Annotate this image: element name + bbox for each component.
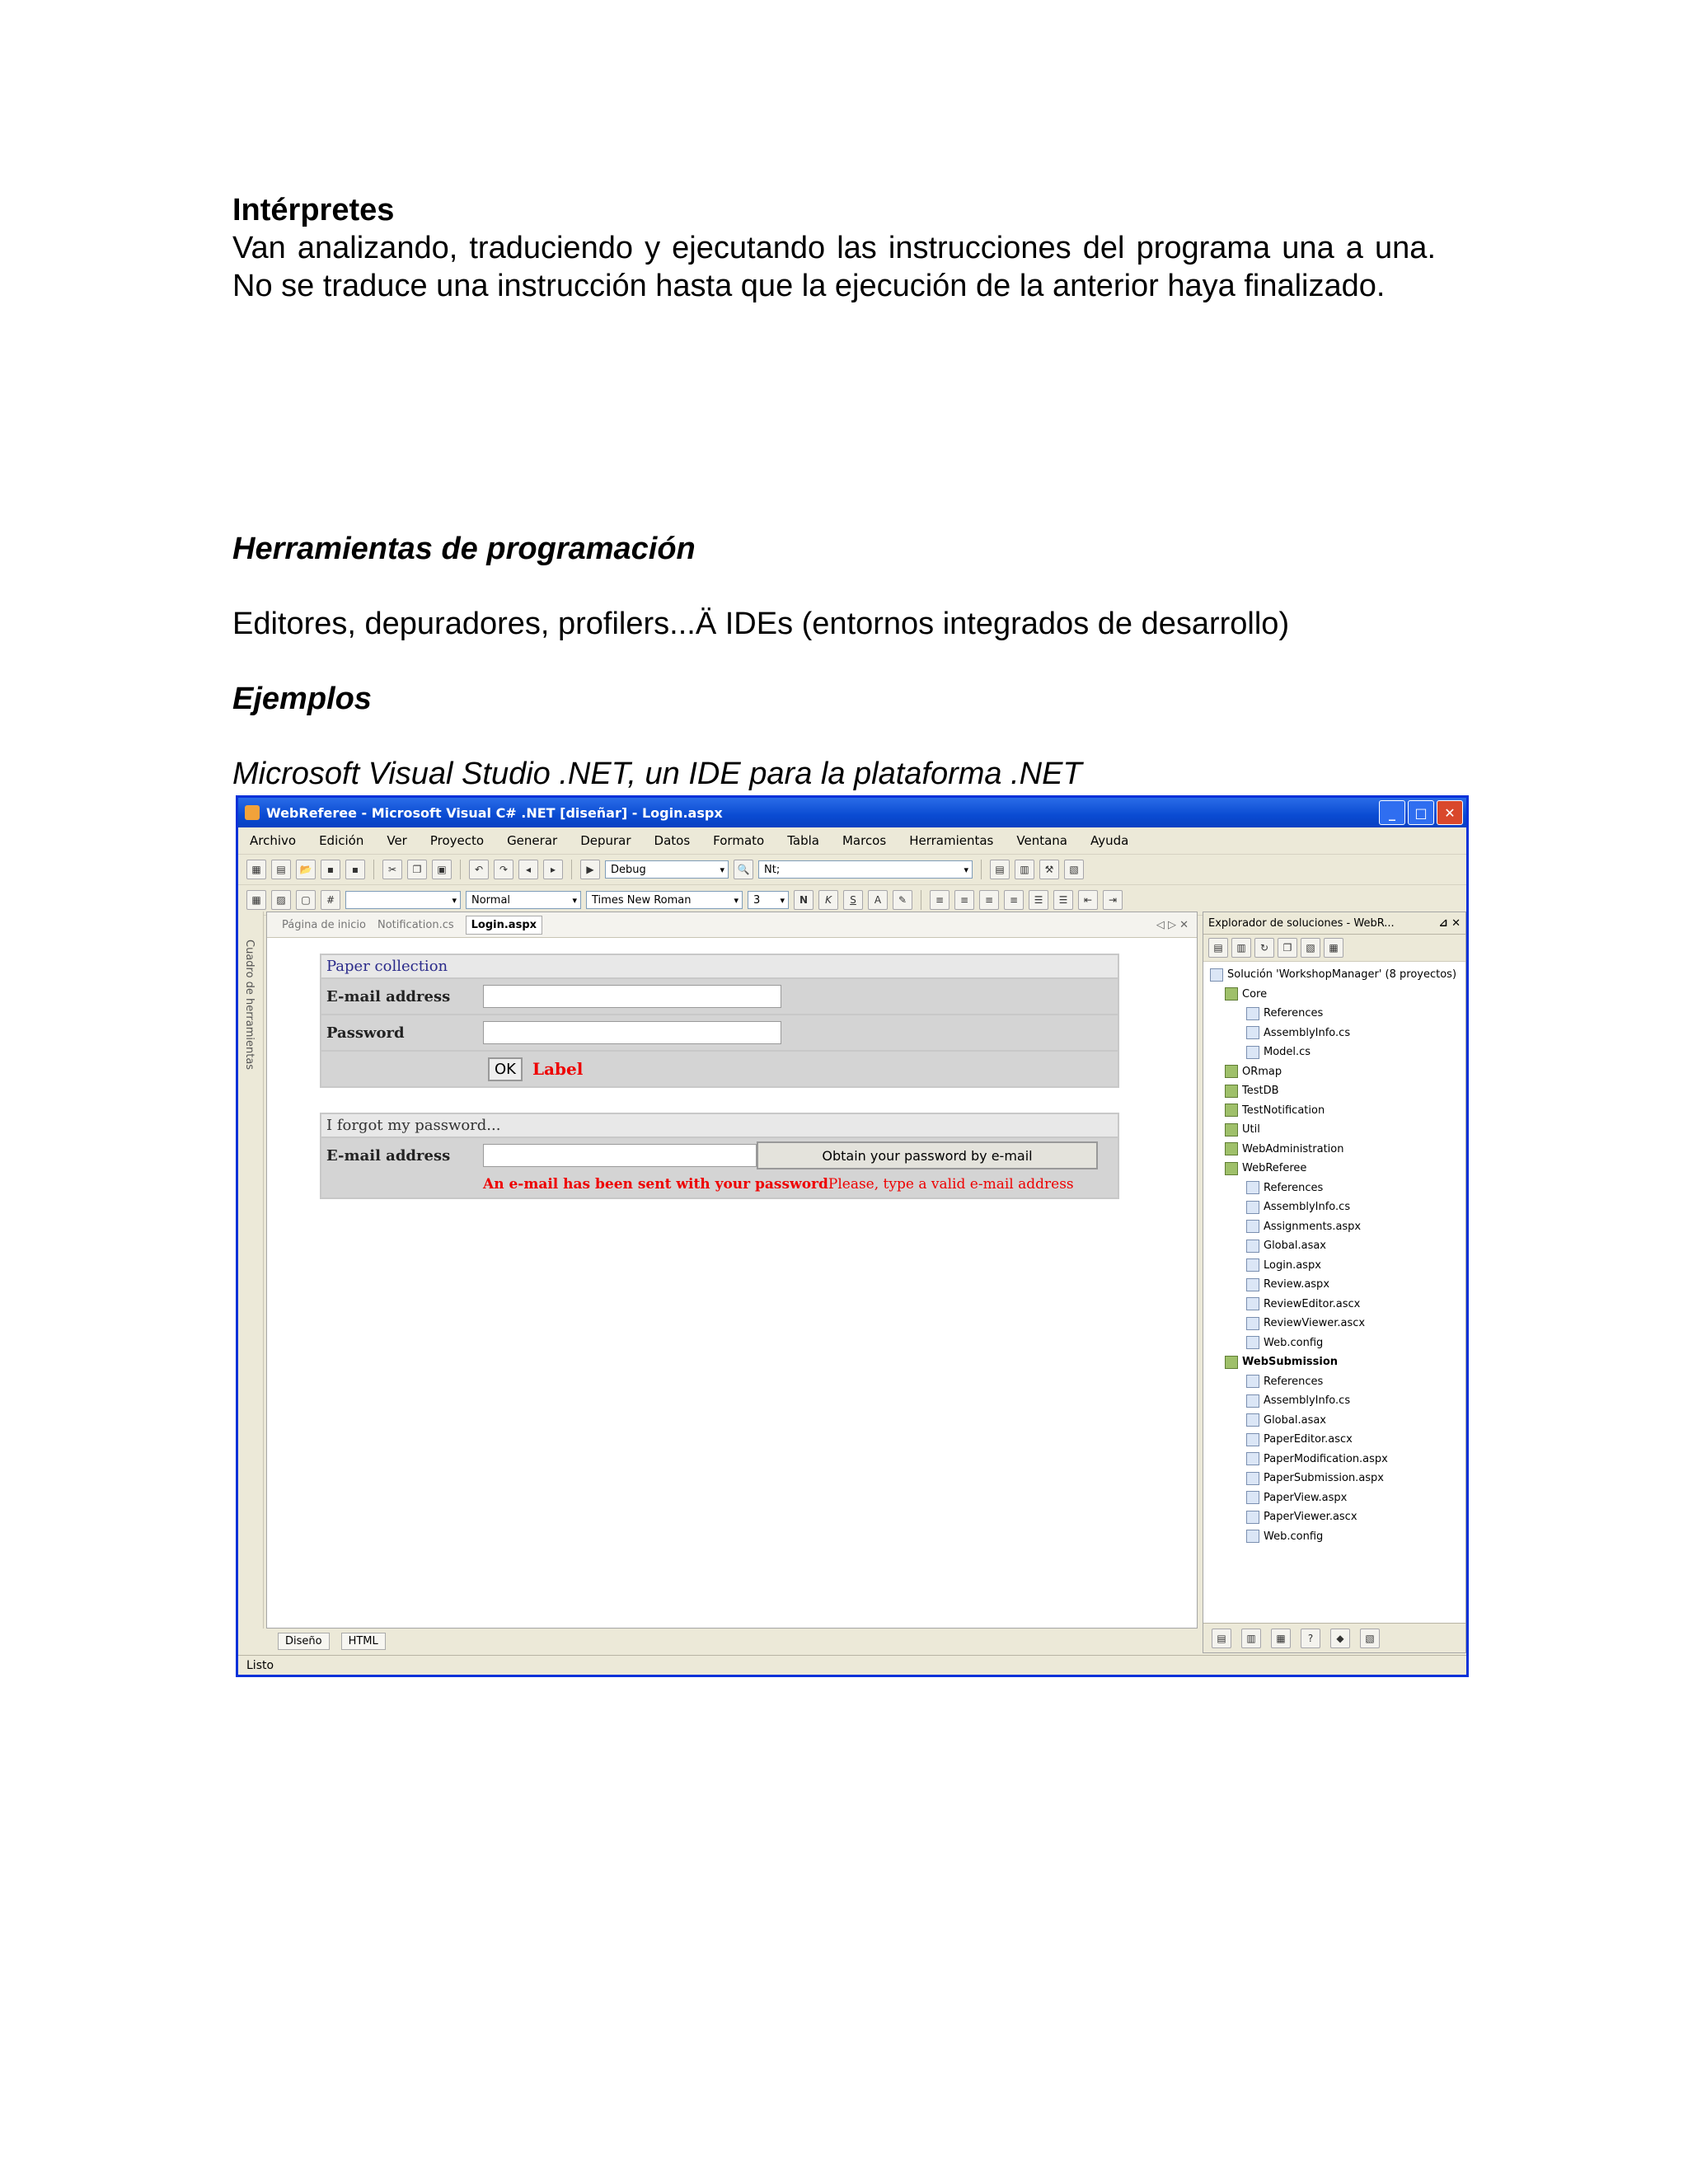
undo-icon[interactable]: ↶	[469, 860, 489, 879]
tree-item-label: Model.cs	[1264, 1046, 1311, 1058]
designer-editor[interactable]	[266, 912, 1198, 1629]
sent-message: An e-mail has been sent with your password	[483, 1176, 828, 1193]
obtain-password-button[interactable]: Obtain your password by e-mail	[757, 1141, 1098, 1169]
open-icon[interactable]: 📂	[296, 860, 316, 879]
italic-icon[interactable]: K	[818, 890, 838, 910]
forgot-password-header: I forgot my password...	[321, 1114, 1118, 1138]
properties-icon[interactable]: ▥	[1015, 860, 1034, 879]
show-all-files-icon[interactable]: ❐	[1278, 938, 1297, 958]
file-icon	[1246, 1297, 1259, 1310]
navigate-back-icon[interactable]: ◂	[518, 860, 538, 879]
solution-explorer-icon[interactable]: ▤	[990, 860, 1010, 879]
file-icon	[1246, 1530, 1259, 1543]
file-icon	[1246, 1278, 1259, 1291]
file-node[interactable]	[1203, 1411, 1465, 1431]
file-icon	[1246, 1336, 1259, 1349]
tree-item-label: Global.asax	[1264, 1413, 1327, 1427]
email-label-2: E-mail address	[326, 1146, 451, 1165]
file-icon	[1246, 1394, 1259, 1408]
project-icon	[1225, 1162, 1238, 1175]
start-icon[interactable]: ▶	[580, 860, 600, 879]
tab-html[interactable]: HTML	[341, 1633, 386, 1650]
project-icon	[1225, 1104, 1238, 1117]
project-node[interactable]	[1203, 1159, 1465, 1179]
project-node[interactable]	[1203, 1120, 1465, 1140]
solution-config-combo[interactable]: Debug ▾	[605, 860, 729, 879]
file-node[interactable]	[1203, 1488, 1465, 1508]
email-label: E-mail address	[326, 987, 451, 1005]
project-icon	[1225, 987, 1238, 1001]
solution-tab-icon[interactable]: ▤	[1212, 1629, 1231, 1648]
project-icon	[1225, 1142, 1238, 1155]
bold-icon[interactable]: N	[794, 890, 814, 910]
project-icon	[1225, 1065, 1238, 1078]
file-node[interactable]	[1203, 1391, 1465, 1411]
resource-tab-icon[interactable]: ▦	[1271, 1629, 1291, 1648]
save-icon[interactable]: ▪	[321, 860, 340, 879]
app-icon	[245, 805, 260, 820]
file-icon	[1246, 1413, 1259, 1427]
menu-generar[interactable]: Generar	[507, 833, 558, 848]
tree-item-label: Core	[1242, 987, 1268, 1001]
redo-icon[interactable]: ↷	[494, 860, 513, 879]
file-node[interactable]	[1203, 1217, 1465, 1237]
menu-edicion[interactable]: Edición	[319, 833, 364, 848]
outdent-icon[interactable]: ⇤	[1078, 890, 1098, 910]
tree-item-label: WebReferee	[1242, 1162, 1307, 1174]
find-combo[interactable]: Nt; ▾	[758, 860, 973, 879]
email-input[interactable]	[483, 985, 781, 1008]
ok-button[interactable]: OK	[488, 1057, 523, 1081]
password-label: Password	[326, 1024, 405, 1042]
file-node[interactable]	[1203, 1043, 1465, 1062]
file-icon	[1246, 1452, 1259, 1465]
close-icon[interactable]: ✕	[1437, 800, 1463, 825]
menu-formato[interactable]: Formato	[713, 833, 765, 848]
tree-item-label: ReviewViewer.ascx	[1264, 1317, 1366, 1329]
align-left-icon[interactable]: ≡	[930, 890, 950, 910]
paste-icon[interactable]: ▣	[432, 860, 452, 879]
ide-screenshot	[236, 795, 1469, 1677]
toolbox-icon[interactable]: ⚒	[1039, 860, 1059, 879]
file-icon	[1246, 1240, 1259, 1253]
tab-start-page[interactable]: Página de inicio	[282, 918, 366, 931]
numbered-list-icon[interactable]: ☰	[1029, 890, 1048, 910]
tree-item-label: PaperSubmission.aspx	[1264, 1472, 1385, 1484]
view-code-icon[interactable]: ▤	[1208, 938, 1228, 958]
tree-item-label: ORmap	[1242, 1065, 1282, 1078]
file-node[interactable]	[1203, 1450, 1465, 1469]
toolbox-strip[interactable]	[238, 912, 264, 1629]
standard-toolbar	[238, 855, 1466, 885]
file-node[interactable]	[1203, 1275, 1465, 1295]
menu-marcos[interactable]: Marcos	[842, 833, 887, 848]
figure-caption: Microsoft Visual Studio .NET, un IDE para la plataforma .NET	[232, 757, 1082, 791]
file-icon	[1246, 1491, 1259, 1504]
project-node[interactable]	[1203, 1062, 1465, 1082]
tree-item-label: PaperViewer.ascx	[1264, 1511, 1357, 1523]
show-borders-icon[interactable]: ▢	[296, 890, 316, 910]
tree-item-label: WebAdministration	[1242, 1142, 1344, 1155]
menu-ventana[interactable]: Ventana	[1016, 833, 1067, 848]
align-center-icon[interactable]: ≡	[954, 890, 974, 910]
project-icon	[1225, 1123, 1238, 1137]
style-combo[interactable]: Normal ▾	[466, 891, 581, 909]
align-right-icon[interactable]: ≡	[979, 890, 999, 910]
forgot-password-table	[320, 1113, 1119, 1199]
element-combo[interactable]	[345, 891, 461, 909]
menu-proyecto[interactable]: Proyecto	[429, 833, 485, 848]
tree-item-label: PaperView.aspx	[1264, 1491, 1348, 1504]
paper-collection-header: Paper collection	[321, 955, 1118, 979]
tree-item-label: PaperEditor.ascx	[1264, 1433, 1353, 1446]
minimize-icon[interactable]: _	[1379, 800, 1405, 825]
title-bar	[238, 798, 1466, 827]
menu-ayuda[interactable]: Ayuda	[1090, 833, 1129, 848]
project-icon	[1225, 1085, 1238, 1098]
help-tab-icon[interactable]: ?	[1301, 1629, 1320, 1648]
tab-login[interactable]: Login.aspx	[466, 916, 542, 935]
tree-item-label: PaperModification.aspx	[1264, 1452, 1388, 1465]
tab-navigation-icons[interactable]: ◁ ▷ ✕	[1156, 918, 1189, 931]
tree-item-label: AssemblyInfo.cs	[1264, 1201, 1351, 1213]
view-tabs	[266, 1629, 1209, 1653]
login-form	[320, 954, 1119, 1224]
file-icon	[1210, 968, 1223, 982]
tree-item-label: AssemblyInfo.cs	[1264, 1026, 1351, 1039]
index-tab-icon[interactable]: ▧	[1360, 1629, 1380, 1648]
file-node[interactable]	[1203, 1507, 1465, 1527]
toolbox-label[interactable]: Cuadro de herramientas	[243, 940, 256, 1071]
solution-tree	[1203, 962, 1465, 1546]
pin-close-icons[interactable]: ⊿ ✕	[1438, 916, 1461, 930]
menu-bar	[238, 827, 1466, 855]
menu-ver[interactable]: Ver	[387, 833, 407, 848]
tree-item-label: Web.config	[1264, 1530, 1324, 1543]
menu-datos[interactable]: Datos	[654, 833, 691, 848]
tree-item-label: Assignments.aspx	[1264, 1220, 1362, 1233]
file-icon	[1246, 1375, 1259, 1388]
solution-explorer-title: Explorador de soluciones - WebR...	[1208, 916, 1395, 930]
tree-item-label: AssemblyInfo.cs	[1264, 1394, 1351, 1407]
menu-archivo[interactable]: Archivo	[250, 833, 297, 848]
table-icon[interactable]: #	[321, 890, 340, 910]
copy-project-icon[interactable]: ▧	[1301, 938, 1320, 958]
document-tabs	[267, 912, 1197, 938]
class-view-icon[interactable]: ▧	[1064, 860, 1084, 879]
file-icon	[1246, 1026, 1259, 1039]
project-node[interactable]	[1203, 1081, 1465, 1101]
bullet-list-icon[interactable]: ☰	[1053, 890, 1073, 910]
tab-design[interactable]: Diseño	[278, 1633, 330, 1650]
file-node[interactable]	[1203, 1004, 1465, 1024]
tree-item-label: Util	[1242, 1123, 1260, 1136]
solution-node[interactable]	[1203, 965, 1465, 985]
tree-item-label: References	[1264, 1181, 1324, 1194]
copy-icon[interactable]: ❐	[407, 860, 427, 879]
refresh-icon[interactable]: ↻	[1254, 938, 1274, 958]
invalid-email-message: Please, type a valid e-mail address	[828, 1176, 1074, 1193]
solution-explorer-toolbar	[1203, 935, 1465, 962]
file-node[interactable]	[1203, 1197, 1465, 1217]
properties-icon-2[interactable]: ▦	[1324, 938, 1343, 958]
paragraph-herramientas: Editores, depuradores, profilers...Ä IDEs (entornos integrados de desarrollo)	[232, 607, 1290, 641]
tree-item-label: Web.config	[1264, 1336, 1324, 1349]
tree-item-label: ReviewEditor.ascx	[1264, 1297, 1361, 1310]
menu-tabla[interactable]: Tabla	[787, 833, 819, 848]
file-icon	[1246, 1046, 1259, 1059]
tree-item-label: References	[1264, 1007, 1324, 1019]
tree-item-label: Review.aspx	[1264, 1278, 1330, 1291]
status-text: Listo	[246, 1658, 274, 1672]
solution-explorer	[1203, 912, 1466, 1653]
new-project-icon[interactable]: ▦	[246, 860, 266, 879]
solution-explorer-tabs	[1203, 1623, 1465, 1652]
project-node[interactable]	[1203, 1352, 1465, 1372]
macro-tab-icon[interactable]: ◆	[1330, 1629, 1350, 1648]
file-node[interactable]	[1203, 1295, 1465, 1315]
file-node[interactable]	[1203, 1256, 1465, 1276]
file-node[interactable]	[1203, 1236, 1465, 1256]
paragraph-interpretes: Van analizando, traduciendo y ejecutando las instrucciones del programa una a una. No se traduce una instrucción hasta que la ejecución de la anterior haya finalizado.	[232, 231, 1436, 303]
add-item-icon[interactable]: ▤	[271, 860, 291, 879]
heading-ejemplos: Ejemplos	[232, 682, 372, 716]
font-combo[interactable]: Times New Roman ▾	[586, 891, 743, 909]
highlight-icon[interactable]: ✎	[893, 890, 912, 910]
file-node[interactable]	[1203, 1372, 1465, 1392]
file-icon	[1246, 1472, 1259, 1485]
file-icon	[1246, 1181, 1259, 1194]
file-node[interactable]	[1203, 1527, 1465, 1547]
project-icon	[1225, 1356, 1238, 1369]
save-all-icon[interactable]: ▪	[345, 860, 365, 879]
file-icon	[1246, 1433, 1259, 1446]
tree-item-label: WebSubmission	[1242, 1356, 1339, 1368]
tree-item-label: TestNotification	[1242, 1104, 1325, 1117]
tree-item-label: Global.asax	[1264, 1240, 1327, 1252]
navigate-forward-icon[interactable]: ▸	[543, 860, 563, 879]
label-control: Label	[532, 1059, 584, 1079]
heading-herramientas: Herramientas de programación	[232, 532, 696, 566]
paper-collection-table	[320, 954, 1119, 1088]
snap-icon[interactable]: ▨	[271, 890, 291, 910]
tab-notification[interactable]: Notification.cs	[377, 918, 454, 931]
window-title: WebReferee - Microsoft Visual C# .NET [diseñar] - Login.aspx	[266, 804, 723, 821]
file-node[interactable]	[1203, 1333, 1465, 1353]
tree-item-label: References	[1264, 1375, 1324, 1388]
status-bar	[238, 1655, 1466, 1675]
class-view-tab-icon[interactable]: ▥	[1241, 1629, 1261, 1648]
menu-herramientas[interactable]: Herramientas	[909, 833, 994, 848]
maximize-icon[interactable]: □	[1408, 800, 1434, 825]
file-icon	[1246, 1220, 1259, 1233]
indent-icon[interactable]: ⇥	[1103, 890, 1123, 910]
email-input-2[interactable]	[483, 1144, 757, 1167]
justify-icon[interactable]: ≡	[1004, 890, 1024, 910]
project-node[interactable]	[1203, 1101, 1465, 1121]
file-icon	[1246, 1511, 1259, 1524]
cut-icon[interactable]: ✂	[382, 860, 402, 879]
project-node[interactable]	[1203, 1140, 1465, 1160]
tree-item-label: Login.aspx	[1264, 1258, 1321, 1272]
tree-item-label: TestDB	[1242, 1085, 1279, 1097]
file-node[interactable]	[1203, 1024, 1465, 1043]
password-input[interactable]	[483, 1021, 781, 1044]
project-node[interactable]	[1203, 985, 1465, 1005]
file-icon	[1246, 1201, 1259, 1214]
size-combo[interactable]: 3 ▾	[748, 891, 789, 909]
heading-interpretes: Intérpretes	[232, 193, 395, 227]
file-node[interactable]	[1203, 1314, 1465, 1333]
file-icon	[1246, 1317, 1259, 1330]
font-color-icon[interactable]: A	[868, 890, 888, 910]
menu-depurar[interactable]: Depurar	[580, 833, 631, 848]
file-node[interactable]	[1203, 1179, 1465, 1198]
file-node[interactable]	[1203, 1430, 1465, 1450]
tree-item-label: Solución 'WorkshopManager' (8 proyectos)	[1227, 968, 1457, 981]
design-grid-icon[interactable]: ▦	[246, 890, 266, 910]
underline-icon[interactable]: S	[843, 890, 863, 910]
view-designer-icon[interactable]: ▥	[1231, 938, 1251, 958]
file-icon	[1246, 1258, 1259, 1272]
file-node[interactable]	[1203, 1469, 1465, 1488]
file-icon	[1246, 1007, 1259, 1020]
find-icon[interactable]: 🔍	[734, 860, 753, 879]
